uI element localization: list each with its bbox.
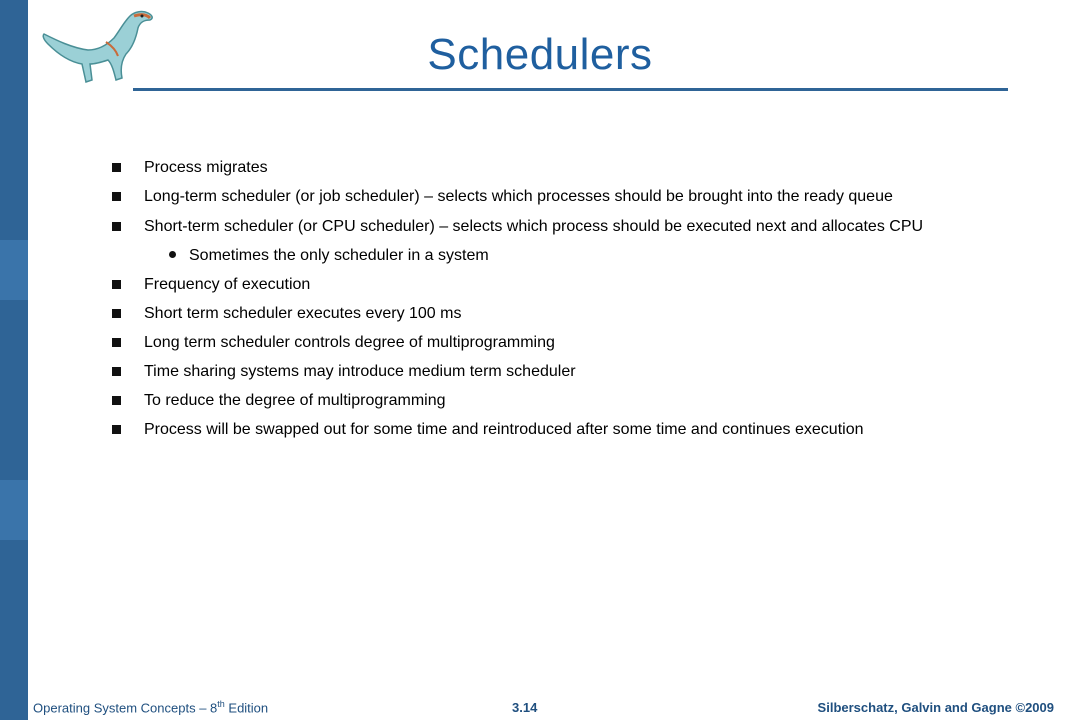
list-item (109, 332, 939, 353)
list-item-text: Process migrates (144, 159, 268, 176)
list-item (109, 157, 939, 178)
accent-bar-segment (0, 480, 28, 540)
list-item (109, 303, 939, 324)
footer-book-title (33, 699, 268, 715)
list-item (109, 186, 939, 207)
list-item-text: Long term scheduler controls degree of multiprogramming (144, 334, 555, 351)
list-item (109, 390, 939, 411)
list-item-text: Time sharing systems may introduce medium term scheduler (144, 363, 576, 380)
title-underline (133, 88, 1008, 91)
footer-book-prefix: Operating System Concepts – 8 (33, 700, 218, 715)
list-item-text: To reduce the degree of multiprogramming (144, 392, 446, 409)
sub-list-item (109, 245, 939, 266)
list-item-text: Process will be swapped out for some time and reintroduced after some time and continues execution (144, 421, 864, 438)
list-item-text: Short term scheduler executes every 100 ms (144, 305, 462, 322)
square-bullet-icon (112, 425, 121, 434)
square-bullet-icon (112, 396, 121, 405)
square-bullet-icon (112, 338, 121, 347)
footer-page-number: 3.14 (512, 700, 538, 715)
slide-content (109, 157, 939, 440)
footer-book-suffix: Edition (224, 700, 269, 715)
footer-copyright: Silberschatz, Galvin and Gagne ©2009 (817, 700, 1054, 715)
square-bullet-icon (112, 280, 121, 289)
list-item-text: Long-term scheduler (or job scheduler) – selects which processes should be brought into the ready queue (144, 188, 893, 205)
list-item (109, 361, 939, 382)
sub-list-item-text: Sometimes the only scheduler in a system (189, 247, 489, 264)
list-item (109, 274, 939, 295)
square-bullet-icon (112, 367, 121, 376)
list-item (109, 216, 939, 237)
footer-book-sup: th (217, 698, 225, 709)
square-bullet-icon (112, 222, 121, 231)
round-bullet-icon (169, 251, 176, 258)
square-bullet-icon (112, 309, 121, 318)
slide-title: Schedulers (427, 30, 653, 79)
square-bullet-icon (112, 192, 121, 201)
square-bullet-icon (112, 163, 121, 172)
left-accent-bar (0, 0, 28, 720)
list-item (109, 419, 939, 440)
accent-bar-segment (0, 240, 28, 300)
list-item-text: Frequency of execution (144, 276, 311, 293)
list-item-text: Short-term scheduler (or CPU scheduler) – selects which process should be executed next and allocates CPU (144, 218, 924, 235)
